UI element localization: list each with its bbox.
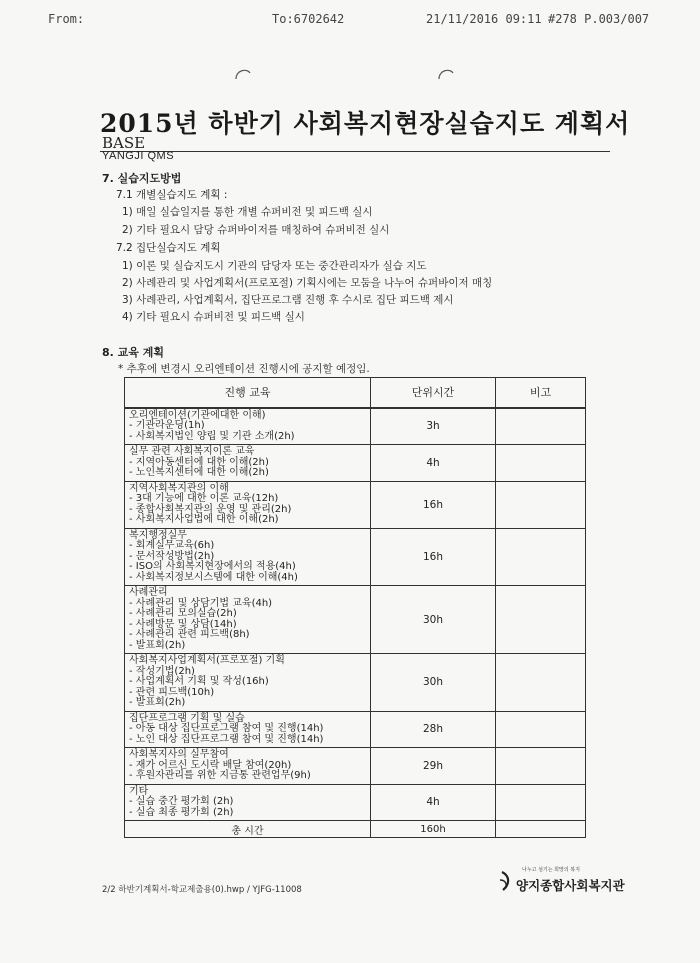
program-title: 집단프로그램 기획 및 실습 xyxy=(129,712,245,724)
logo-slogan: 나누고 섬기는 희망의 복지 xyxy=(522,867,580,873)
subsection-7-1-heading: 7.1 개별실습지도 계획 : xyxy=(116,189,228,201)
program-line: - 사회복지정보시스템에 대한 이해(4h) xyxy=(129,571,298,583)
program-line: - 발표회(2h) xyxy=(129,697,186,708)
column-header-program: 진행 교육 xyxy=(125,378,371,408)
title-rule xyxy=(100,151,610,152)
table-row xyxy=(125,528,586,586)
program-line: - 사례관리 및 상담기법 교육(4h) xyxy=(129,597,273,609)
remark-cell xyxy=(496,481,586,528)
remark-cell xyxy=(496,528,586,586)
program-line: - 사회복지사업법에 대한 이해(2h) xyxy=(129,514,279,525)
hours-cell: 3h xyxy=(371,408,496,445)
program-cell xyxy=(125,654,371,712)
logo-name: 양지종합사회복지관 xyxy=(516,878,625,893)
remark-cell xyxy=(496,445,586,482)
program-line: - 노인복지센터에 대한 이해(2h) xyxy=(129,467,269,478)
table-row xyxy=(125,586,586,654)
program-line: - 사회복지법인 양립 및 기관 소개(2h) xyxy=(129,430,295,442)
punch-hole-icon xyxy=(436,66,456,80)
program-line: - 아동 대상 집단프로그램 참여 및 진행(14h) xyxy=(129,723,324,734)
remark-cell xyxy=(496,586,586,654)
fax-from: From: xyxy=(48,12,85,26)
education-plan-table xyxy=(124,377,586,838)
remark-cell xyxy=(496,711,586,748)
table-row xyxy=(125,711,586,748)
program-line: - 회계실무교육(6h) xyxy=(129,540,215,551)
org-code: YANGJI QMS xyxy=(102,150,175,162)
list-item: 3) 사례관리, 사업계획서, 집단프로그램 진행 후 수시로 집단 피드백 제시 xyxy=(122,294,454,306)
hours-cell: 28h xyxy=(371,711,496,748)
hours-cell: 30h xyxy=(371,654,496,712)
program-cell xyxy=(125,528,371,586)
remark-cell xyxy=(496,654,586,712)
program-line: - 종합사회복지관의 운영 및 관리(2h) xyxy=(129,503,292,515)
base-label: BASE xyxy=(102,134,146,152)
remark-cell xyxy=(496,748,586,785)
program-title: 사회복지사업계획서(프로포절) 기획 xyxy=(129,655,285,666)
total-remark xyxy=(496,821,586,838)
program-line: - 실습 중간 평가회 (2h) xyxy=(129,796,234,807)
fax-to: To:6702642 xyxy=(272,12,345,26)
program-line: - 3대 기능에 대한 이론 교육(12h) xyxy=(129,493,279,504)
subsection-7-2-heading: 7.2 집단실습지도 계획 xyxy=(116,242,221,254)
total-label: 총 시간 xyxy=(125,821,371,838)
table-row xyxy=(125,408,586,445)
list-item: 1) 매일 실습일지를 통한 개별 슈퍼비전 및 피드백 실시 xyxy=(122,206,373,218)
program-line: - 노인 대상 집단프로그램 참여 및 진행(14h) xyxy=(129,733,324,745)
program-cell xyxy=(125,445,371,482)
list-item: 4) 기타 필요시 슈퍼비전 및 피드백 실시 xyxy=(122,311,305,323)
program-cell xyxy=(125,408,371,445)
column-header-remarks: 비고 xyxy=(496,378,586,408)
hours-cell: 16h xyxy=(371,528,496,586)
punch-hole-icon xyxy=(233,66,253,80)
program-cell xyxy=(125,711,371,748)
table-row xyxy=(125,481,586,528)
program-line: - 사업계획서 기획 및 작성(16h) xyxy=(129,676,269,687)
program-line: - 사례관리 관련 피드백(8h) xyxy=(129,629,250,640)
program-title: 기타 xyxy=(129,785,149,797)
program-line: - 관련 피드백(10h) xyxy=(129,686,215,698)
table-row xyxy=(125,654,586,712)
program-title: 복지행정실무 xyxy=(129,529,187,541)
program-line: - 사례관리 모의실습(2h) xyxy=(129,608,237,619)
total-row xyxy=(125,821,586,838)
footer-file-info: 2/2 하반기계획서-학교제출용(0).hwp / YJFG-11008 xyxy=(102,885,302,895)
program-line: - 기관라운딩(1h) xyxy=(129,420,205,431)
program-line: - 작성기법(2h) xyxy=(129,665,195,677)
fax-datetime: 21/11/2016 09:11 xyxy=(426,12,542,26)
table-row xyxy=(125,748,586,785)
schedule-note: * 추후에 변경시 오리엔테이션 진행시에 공지할 예정임. xyxy=(118,363,370,375)
list-item: 2) 기타 필요시 담당 슈퍼바이저를 매칭하여 슈퍼비전 실시 xyxy=(122,224,390,236)
program-title: 사례관리 xyxy=(129,587,168,598)
program-title: 오리엔테이션(기관에대한 이해) xyxy=(129,409,266,421)
program-title: 사회복지사의 실무참여 xyxy=(129,749,229,760)
program-line: - 지역아동센터에 대한 이해(2h) xyxy=(129,456,269,468)
remark-cell xyxy=(496,784,586,821)
list-item: 1) 이론 및 실습지도시 기관의 담당자 또는 중간관리자가 실습 지도 xyxy=(122,260,427,272)
hours-cell: 29h xyxy=(371,748,496,785)
section-7-heading: 7. 실습지도방법 xyxy=(102,172,182,185)
program-line: - 발표회(2h) xyxy=(129,639,186,651)
fax-page: #278 P.003/007 xyxy=(548,12,650,26)
program-line: - 문서작성방법(2h) xyxy=(129,550,215,562)
total-hours: 160h xyxy=(371,821,496,838)
program-cell xyxy=(125,748,371,785)
table-row xyxy=(125,784,586,821)
section-8-heading: 8. 교육 계획 xyxy=(102,346,164,359)
hours-cell: 30h xyxy=(371,586,496,654)
program-line: - 후원자관리를 위한 지금통 관련업무(9h) xyxy=(129,770,311,781)
program-line: - 재가 어르신 도시락 배달 참여(20h) xyxy=(129,759,292,771)
program-title: 지역사회복지관의 이해 xyxy=(129,482,229,494)
list-item: 2) 사례관리 및 사업계획서(프로포절) 기획시에는 모둠을 나누어 슈퍼바이저 매칭 xyxy=(122,277,493,289)
program-line: - 사례방문 및 상담(14h) xyxy=(129,618,237,630)
hours-cell: 4h xyxy=(371,784,496,821)
table-row xyxy=(125,445,586,482)
program-line: - ISO의 사회복지현장에서의 적용(4h) xyxy=(129,561,296,572)
table-header-row xyxy=(125,378,586,408)
program-cell xyxy=(125,784,371,821)
hours-cell: 16h xyxy=(371,481,496,528)
program-line: - 실습 최종 평가회 (2h) xyxy=(129,806,234,818)
program-title: 실무 관련 사회복지이론 교육 xyxy=(129,446,255,457)
program-cell xyxy=(125,481,371,528)
fax-header xyxy=(0,8,700,32)
remark-cell xyxy=(496,408,586,445)
org-logo xyxy=(498,866,628,894)
document-title: 2015년 하반기 사회복지현장실습지도 계획서 xyxy=(100,109,631,138)
column-header-hours: 단위시간 xyxy=(371,378,496,408)
program-cell xyxy=(125,586,371,654)
hours-cell: 4h xyxy=(371,445,496,482)
logo-mark-icon xyxy=(498,870,514,892)
